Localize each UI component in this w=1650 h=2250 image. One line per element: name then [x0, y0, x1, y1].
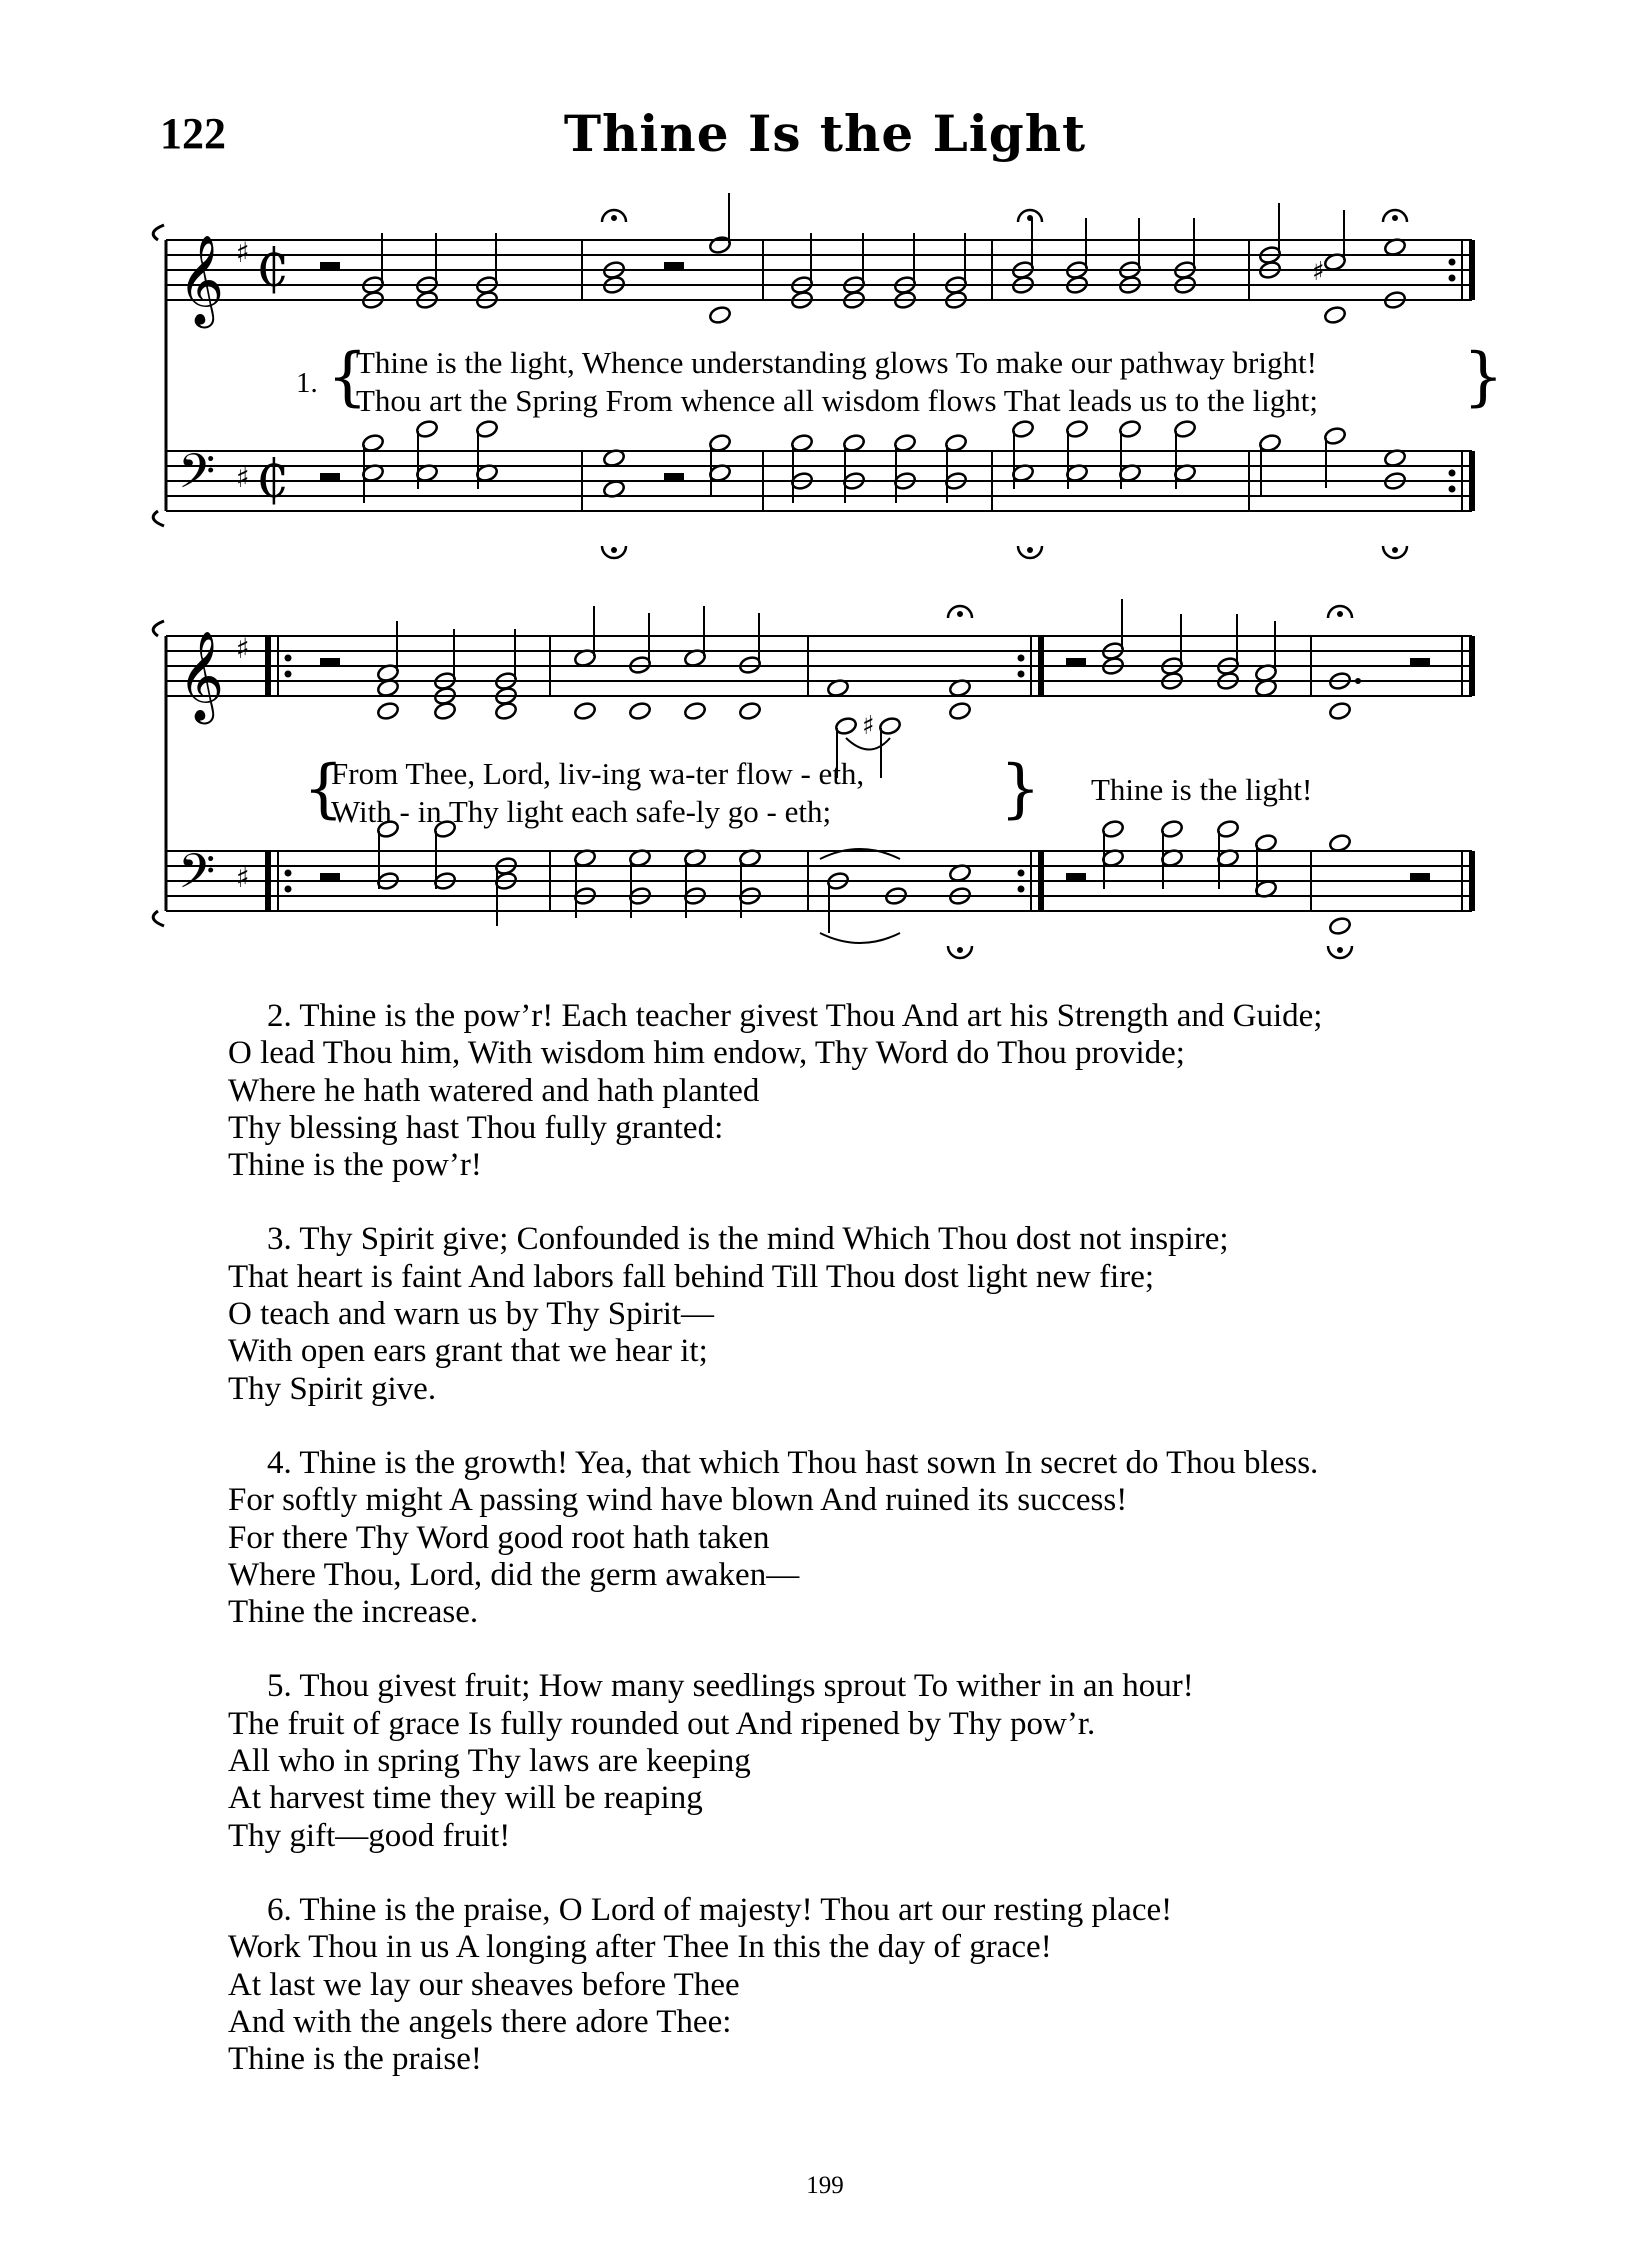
verse-5 [228, 1668, 1322, 1854]
repeat-dot [1449, 259, 1456, 266]
fermata-dot [1392, 215, 1398, 221]
dot [1355, 678, 1361, 684]
repeat-dot [1449, 486, 1456, 493]
notehead [573, 701, 597, 721]
half-rest [1066, 873, 1086, 880]
half-rest [664, 473, 684, 480]
verse-line: At harvest time they will be reaping [228, 1780, 703, 1817]
half-rest [664, 262, 684, 269]
lyrics-line-2: Thou art the Spring From whence all wisdom flows That leads us to the light; [356, 383, 1319, 418]
notehead [1328, 701, 1352, 721]
bass-clef-icon: 𝄢 [178, 843, 216, 911]
half-rest [320, 658, 340, 665]
verse-line: For there Thy Word good root hath taken [228, 1519, 770, 1556]
system-bracket [153, 511, 164, 526]
verse-line: Thy Spirit give. [228, 1370, 437, 1407]
lyrics-line-1: From Thee, Lord, liv-ing wa-ter flow - eth, [331, 756, 865, 791]
half-rest [320, 262, 340, 269]
verse-line: All who in spring Thy laws are keeping [228, 1743, 751, 1780]
page-number: 199 [806, 2172, 844, 2199]
fermata-dot [1027, 547, 1033, 553]
fermata-dot [611, 547, 617, 553]
lyrics-left-brace: { [327, 340, 368, 414]
repeat-dot [285, 671, 292, 678]
verse-line: 5. Thou givest fruit; How many seedlings sprout To wither in an hour! [267, 1668, 1194, 1705]
tie [820, 933, 900, 943]
verse-4 [228, 1445, 1322, 1631]
verse-line: Work Thou in us A longing after Thee In this the day of grace! [228, 1929, 1052, 1966]
half-rest [1410, 873, 1430, 880]
fermata-dot [1337, 611, 1343, 617]
treble-clef-icon: 𝄞 [178, 631, 225, 721]
verse-6 [228, 1892, 1322, 2078]
verse-line: Thine is the pow’r! [228, 1147, 482, 1184]
repeat-dot [1018, 671, 1025, 678]
score-notation [153, 193, 1472, 958]
fermata-dot [957, 611, 963, 617]
refrain-lyrics: Thine is the light! [1091, 772, 1313, 807]
half-rest [1066, 658, 1086, 665]
verse-line: Where he hath watered and hath planted [228, 1072, 760, 1109]
fermata-dot [1392, 547, 1398, 553]
verse-line: 6. Thine is the praise, O Lord of majesty! Thou art our resting place! [267, 1891, 1173, 1928]
verse-2 [228, 998, 1322, 1184]
notehead [1328, 833, 1352, 853]
lyrics-right-brace: } [1000, 752, 1041, 826]
music-score [0, 0, 1650, 1000]
verse-line: Thine is the praise! [228, 2041, 482, 2078]
lyrics-line-2: With - in Thy light each safe-ly go - eth; [331, 794, 832, 829]
verse-line: 2. Thine is the pow’r! Each teacher givest Thou And art his Strength and Guide; [267, 998, 1323, 1034]
repeat-dot [1018, 655, 1025, 662]
bass-clef-icon: 𝄢 [178, 443, 216, 511]
notehead [708, 305, 732, 325]
repeat-dot [1018, 886, 1025, 893]
notehead [1328, 916, 1352, 936]
notehead [494, 701, 518, 721]
half-rest [320, 473, 340, 480]
fermata-dot [1027, 215, 1033, 221]
system-bracket [153, 225, 164, 240]
half-rest [320, 873, 340, 880]
verse-line: Thy gift—good fruit! [228, 1817, 511, 1854]
repeat-dot [285, 870, 292, 877]
repeat-dot [1449, 275, 1456, 282]
verse-line: O lead Thou him, With wisdom him endow, Thy Word do Thou provide; [228, 1035, 1185, 1072]
notehead [628, 701, 652, 721]
notehead [738, 701, 762, 721]
hymn-number: 122 [160, 109, 226, 158]
verse-line: 4. Thine is the growth! Yea, that which Thou hast sown In secret do Thou bless. [267, 1444, 1319, 1481]
verse-line: Thine the increase. [228, 1594, 479, 1631]
hymn-title: Thine Is the Light [563, 104, 1087, 163]
cut-time-icon: ₵ [256, 450, 290, 510]
fermata-dot [957, 947, 963, 953]
lyrics-right-brace: } [1463, 340, 1504, 414]
sharp-icon: ♯ [1312, 257, 1325, 287]
fermata-dot [611, 215, 617, 221]
verse-line: And with the angels there adore Thee: [228, 2003, 732, 2040]
sharp-icon: ♯ [862, 711, 875, 741]
cut-time-icon: ₵ [256, 239, 290, 299]
notehead [948, 701, 972, 721]
notehead [1323, 305, 1347, 325]
verse-3 [228, 1221, 1322, 1407]
sharp-icon: ♯ [236, 461, 250, 494]
treble-clef-icon: 𝄞 [178, 235, 225, 325]
verse-line: 3. Thy Spirit give; Confounded is the mind Which Thou dost not inspire; [267, 1221, 1229, 1258]
repeat-dot [285, 655, 292, 662]
verse-line: O teach and warn us by Thy Spirit— [228, 1296, 715, 1333]
verses-text [228, 998, 1322, 2115]
verse-line: Thy blessing hast Thou fully granted: [228, 1109, 724, 1146]
verse-line: Where Thou, Lord, did the germ awaken— [228, 1556, 800, 1593]
lyrics-line-1: Thine is the light, Whence understanding glows To make our pathway bright! [356, 345, 1317, 380]
sharp-icon: ♯ [236, 632, 250, 665]
verse-line: With open ears grant that we hear it; [228, 1333, 708, 1370]
notehead [376, 701, 400, 721]
half-rest [1410, 658, 1430, 665]
repeat-dot [1449, 470, 1456, 477]
verse-line: At last we lay our sheaves before Thee [228, 1966, 740, 2003]
verse-line: That heart is faint And labors fall behind Till Thou dost light new fire; [228, 1258, 1155, 1295]
verse-line: For softly might A passing wind have blown And ruined its success! [228, 1482, 1128, 1519]
notehead [683, 701, 707, 721]
system-bracket [153, 621, 164, 636]
repeat-dot [1018, 870, 1025, 877]
repeat-dot [285, 886, 292, 893]
sharp-icon: ♯ [236, 861, 250, 894]
fermata-dot [1337, 947, 1343, 953]
verse-line: The fruit of grace Is fully rounded out And ripened by Thy pow’r. [228, 1705, 1096, 1742]
sharp-icon: ♯ [236, 236, 250, 269]
lyrics-left-brace: { [303, 752, 344, 826]
verse-number: 1. [296, 367, 318, 399]
notehead [433, 701, 457, 721]
system-bracket [153, 911, 164, 926]
